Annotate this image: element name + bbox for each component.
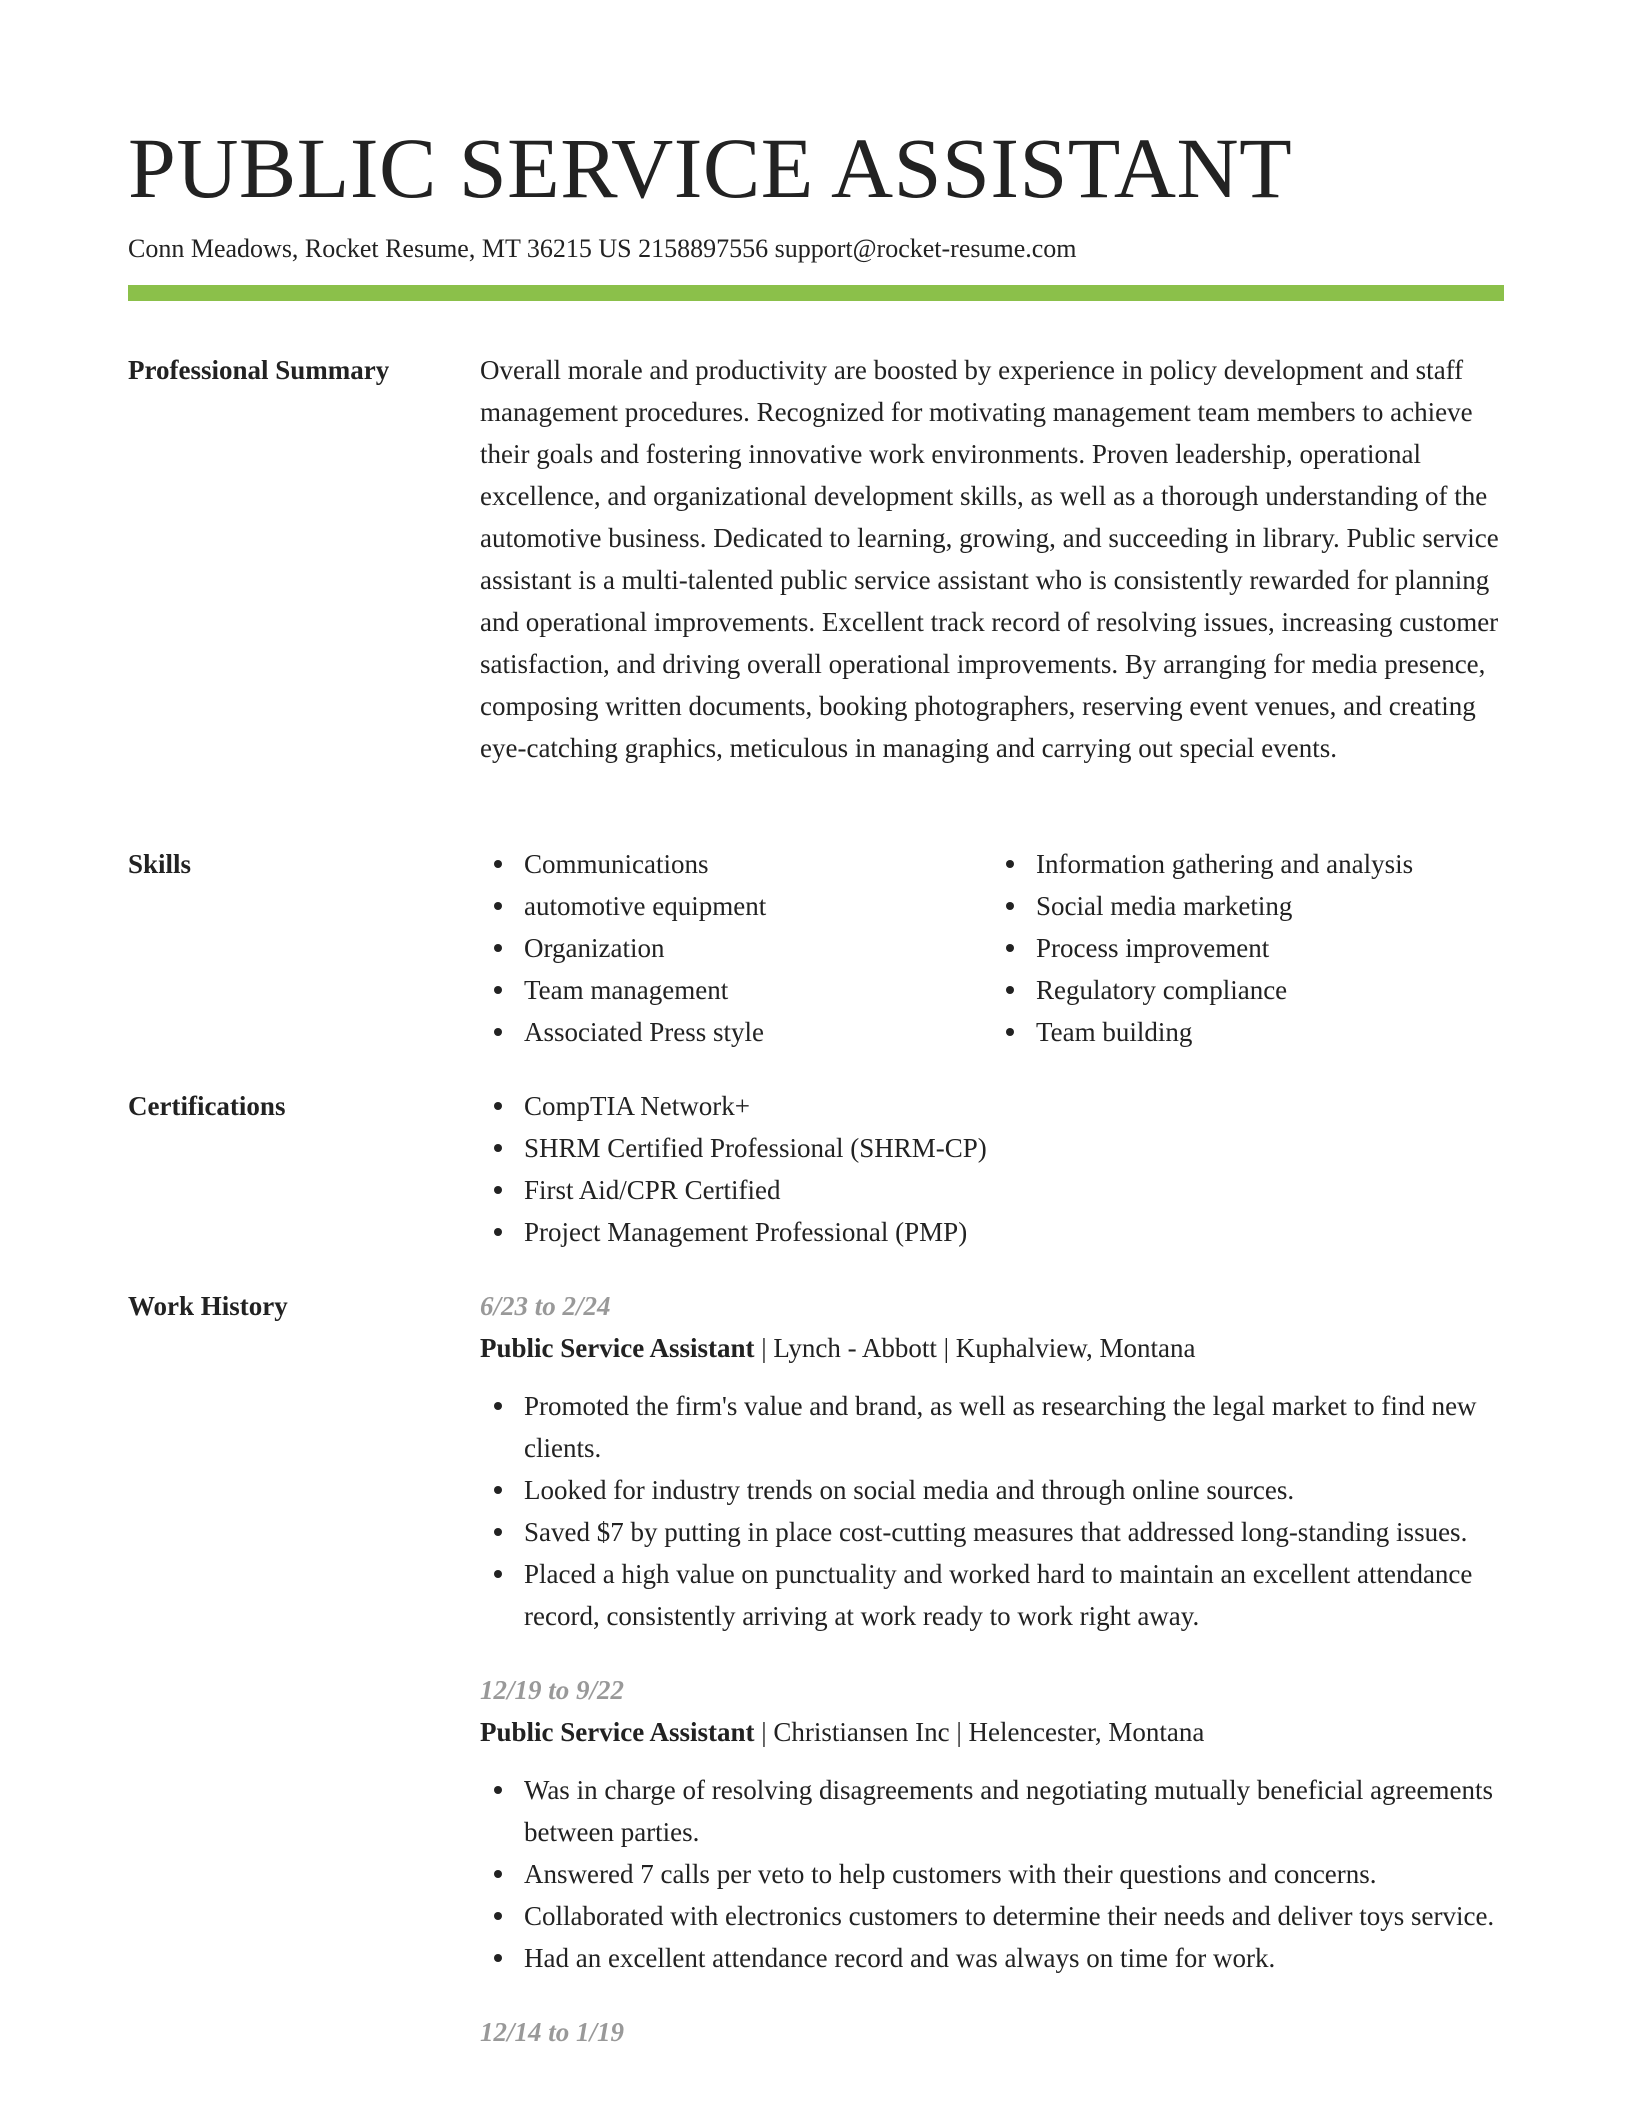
job-bullets <box>480 1385 1504 1637</box>
summary-heading: Professional Summary <box>128 355 390 385</box>
certifications-list <box>480 1085 1504 1253</box>
list-item: First Aid/CPR Certified <box>524 1169 1504 1211</box>
list-item: Team management <box>524 969 992 1011</box>
list-item: Was in charge of resolving disagreements and negotiating mutually beneficial agreements between parties. <box>524 1769 1504 1853</box>
list-item: Collaborated with electronics customers to determine their needs and deliver toys service. <box>524 1895 1504 1937</box>
list-item: Had an excellent attendance record and was always on time for work. <box>524 1937 1504 1979</box>
list-item: Answered 7 calls per veto to help customers with their questions and concerns. <box>524 1853 1504 1895</box>
job-entry <box>480 1285 1504 1637</box>
skills-list-left <box>480 843 992 1053</box>
list-item: Placed a high value on punctuality and worked hard to maintain an excellent attendance record, consistently arriving at work ready to work right away. <box>524 1553 1504 1637</box>
certifications-heading: Certifications <box>128 1091 286 1121</box>
job-dates: 12/19 to 9/22 <box>480 1675 625 1705</box>
skills-list-right <box>992 843 1504 1053</box>
list-item: CompTIA Network+ <box>524 1085 1504 1127</box>
resume-header <box>128 118 1504 266</box>
skills-heading: Skills <box>128 849 192 879</box>
job-entry <box>480 2011 1504 2053</box>
list-item: Saved $7 by putting in place cost-cutting measures that addressed long-standing issues. <box>524 1511 1504 1553</box>
list-item: Project Management Professional (PMP) <box>524 1211 1504 1253</box>
contact-line: Conn Meadows, Rocket Resume, MT 36215 US 2158897556 support@rocket-resume.com <box>128 234 1077 263</box>
job-heading <box>480 1327 1504 1369</box>
list-item: automotive equipment <box>524 885 992 927</box>
list-item: Process improvement <box>1036 927 1504 969</box>
job-heading <box>480 1711 1504 1753</box>
job-title: Public Service Assistant <box>480 1333 755 1363</box>
job-company-location: | Christiansen Inc | Helencester, Montana <box>754 1717 1205 1747</box>
list-item: Information gathering and analysis <box>1036 843 1504 885</box>
list-item: Promoted the firm's value and brand, as well as researching the legal market to find new clients. <box>524 1385 1504 1469</box>
summary-text: Overall morale and productivity are boosted by experience in policy development and staff management procedures. Recognized for motivating management team members to achieve their goals and fostering innovative work environments. Proven leadership, operational excellence, and organizational development skills, as well as a thorough understanding of the automotive business. Dedicated to learning, growing, and succeeding in library. Public service assistant is a multi-talented public service assistant who is consistently rewarded for planning and operational improvements. Excellent track record of resolving issues, increasing customer satisfaction, and driving overall operational improvements. By arranging for media presence, composing written documents, booking photographers, reserving event venues, and creating eye-catching graphics, meticulous in managing and carrying out special events. <box>480 355 1499 763</box>
accent-divider <box>128 285 1504 301</box>
skills-body <box>480 843 1504 1053</box>
list-item: Looked for industry trends on social media and through online sources. <box>524 1469 1504 1511</box>
list-item: Associated Press style <box>524 1011 992 1053</box>
job-bullets <box>480 1769 1504 1979</box>
summary-body <box>480 349 1504 769</box>
job-entry <box>480 1669 1504 1979</box>
list-item: Regulatory compliance <box>1036 969 1504 1011</box>
work-history-body <box>480 1285 1504 2085</box>
job-dates: 12/14 to 1/19 <box>480 2017 625 2047</box>
certifications-body <box>480 1085 1504 1253</box>
list-item: Social media marketing <box>1036 885 1504 927</box>
list-item: Organization <box>524 927 992 969</box>
job-dates: 6/23 to 2/24 <box>480 1291 611 1321</box>
list-item: SHRM Certified Professional (SHRM-CP) <box>524 1127 1504 1169</box>
list-item: Communications <box>524 843 992 885</box>
job-title: Public Service Assistant <box>480 1717 755 1747</box>
resume-title: PUBLIC SERVICE ASSISTANT <box>128 120 1293 216</box>
work-history-heading: Work History <box>128 1291 288 1321</box>
list-item: Team building <box>1036 1011 1504 1053</box>
job-company-location: | Lynch - Abbott | Kuphalview, Montana <box>754 1333 1196 1363</box>
